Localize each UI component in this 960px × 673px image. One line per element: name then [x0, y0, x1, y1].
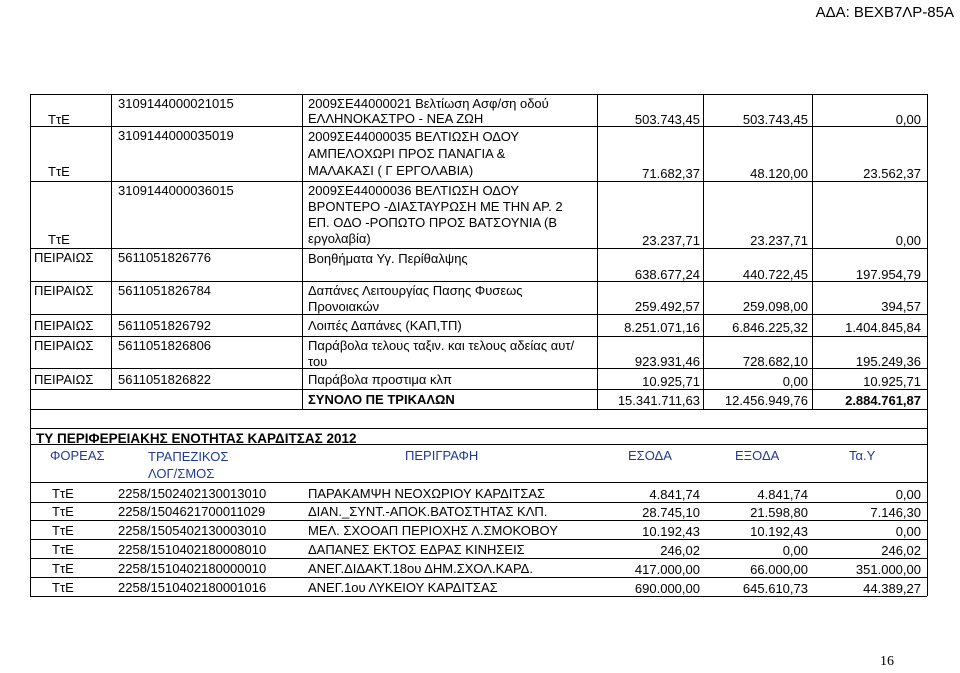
- karditsa-row-5-exoda: 66.000,00: [750, 562, 808, 577]
- trikala-row-6-ty: 1.404.845,84: [845, 320, 921, 335]
- trikala-row-6-esoda: 8.251.071,16: [624, 320, 700, 335]
- trikala-row-5-esoda: 259.492,57: [634, 299, 700, 314]
- trikala-row-5-account: 5611051826784: [118, 283, 212, 298]
- karditsa-row-5-description: ΑΝΕΓ.ΔΙΔΑΚΤ.18ου ΔΗΜ.ΣΧΟΛ.ΚΑΡΔ.: [308, 561, 533, 576]
- karditsa-row-2-esoda: 28.745,10: [642, 505, 700, 520]
- trikala-row-6-foreas: ΠΕΙΡΑΙΩΣ: [34, 318, 94, 333]
- trikala-row-1-exoda: 503.743,45: [742, 112, 808, 127]
- trikala-row-8-description: Παράβολα προστιμα κλπ: [308, 372, 452, 387]
- trikala-row-1-ty: 0,00: [895, 112, 921, 127]
- karditsa-row-2-ty: 7.146,30: [870, 505, 921, 520]
- karditsa-row-1-account: 2258/1502402130013010: [118, 486, 267, 501]
- header-foreas: ΦΟΡΕΑΣ: [50, 448, 105, 463]
- trikala-row-2-ty: 23.562,37: [863, 166, 921, 181]
- karditsa-row-1-foreas: ΤτΕ: [52, 486, 74, 501]
- trikala-row-7-ty: 195.249,36: [855, 354, 921, 369]
- trikala-row-7-exoda: 728.682,10: [742, 354, 808, 369]
- trikala-row-2-foreas: ΤτΕ: [48, 164, 70, 179]
- trikala-row-2-description: 2009ΣΕ44000035 ΒΕΛΤΙΩΣΗ ΟΔΟΥ ΑΜΠΕΛΟΧΩΡΙ ΠΡΟΣ ΠΑΝΑΓΙΑ & ΜΑΛΑΚΑΣΙ ( Γ ΕΡΓΟΛΑΒΙΑ): [308, 129, 519, 178]
- karditsa-row-1-esoda: 4.841,74: [649, 487, 700, 502]
- trikala-row-5-exoda: 259.098,00: [742, 299, 808, 314]
- karditsa-row-5-account: 2258/1510402180000010: [118, 561, 267, 576]
- karditsa-row-6-ty: 44.389,27: [863, 581, 921, 596]
- karditsa-row-4-description: ΔΑΠΑΝΕΣ ΕΚΤΟΣ ΕΔΡΑΣ ΚΙΝΗΣΕΙΣ: [308, 542, 525, 557]
- karditsa-row-5-foreas: ΤτΕ: [52, 561, 74, 576]
- trikala-row-1-foreas: ΤτΕ: [48, 112, 70, 127]
- trikala-row-1-account: 3109144000021015: [118, 96, 234, 111]
- karditsa-row-3-account: 2258/1505402130003010: [118, 523, 267, 538]
- trikala-total-exoda: 12.456.949,76: [724, 393, 808, 408]
- karditsa-row-4-esoda: 246,02: [660, 543, 700, 558]
- karditsa-row-2-description: ΔΙΑΝ._ΣΥΝΤ.-ΑΠΟΚ.ΒΑΤΟΣΤΗΤΑΣ ΚΛΠ.: [308, 504, 548, 519]
- karditsa-row-2-exoda: 21.598,80: [750, 505, 808, 520]
- karditsa-row-1-ty: 0,00: [895, 487, 921, 502]
- trikala-row-7-foreas: ΠΕΙΡΑΙΩΣ: [34, 338, 94, 353]
- trikala-row-3-exoda: 23.237,71: [750, 233, 808, 248]
- karditsa-row-6-esoda: 690.000,00: [634, 581, 700, 596]
- trikala-row-5-foreas: ΠΕΙΡΑΙΩΣ: [34, 283, 94, 298]
- trikala-row-4-exoda: 440.722,45: [742, 267, 808, 282]
- karditsa-row-3-ty: 0,00: [895, 524, 921, 539]
- trikala-row-3-ty: 0,00: [895, 233, 921, 248]
- trikala-row-5-ty: 394,57: [881, 299, 921, 314]
- trikala-row-4-foreas: ΠΕΙΡΑΙΩΣ: [34, 250, 94, 265]
- trikala-row-6-description: Λοιπές Δαπάνες (ΚΑΠ,ΤΠ): [308, 318, 462, 333]
- karditsa-row-6-description: ΑΝΕΓ.1ου ΛΥΚΕΙΟΥ ΚΑΡΔΙΤΣΑΣ: [308, 580, 498, 595]
- karditsa-row-6-account: 2258/1510402180001016: [118, 580, 267, 595]
- trikala-row-1-description: 2009ΣΕ44000021 Βελτίωση Ασφ/ση οδού ΕΛΛΗΝΟΚΑΣΤΡΟ - ΝΕΑ ΖΩΗ: [308, 96, 549, 126]
- trikala-row-3-description: 2009ΣΕ44000036 ΒΕΛΤΙΩΣΗ ΟΔΟΥ ΒΡΟΝΤΕΡΟ -ΔΙΑΣΤΑΥΡΩΣΗ ΜΕ ΤΗΝ ΑΡ. 2 ΕΠ. ΟΔΟ -ΡΟΠΩΤΟ ΠΡΟΣ ΒΑΤΣΟΥΝΙΑ (Β εργολαβία): [308, 183, 563, 246]
- trikala-row-2-exoda: 48.120,00: [750, 166, 808, 181]
- trikala-row-6-exoda: 6.846.225,32: [732, 320, 808, 335]
- karditsa-row-6-foreas: ΤτΕ: [52, 580, 74, 595]
- trikala-row-8-esoda: 10.925,71: [642, 374, 700, 389]
- trikala-row-3-foreas: ΤτΕ: [48, 232, 70, 247]
- karditsa-row-5-ty: 351.000,00: [855, 562, 921, 577]
- trikala-row-4-account: 5611051826776: [118, 250, 212, 265]
- header-ty: Τα.Υ: [849, 448, 876, 463]
- trikala-row-3-account: 3109144000036015: [118, 183, 234, 198]
- header-exoda: ΕΞΟΔΑ: [735, 448, 780, 463]
- trikala-row-7-esoda: 923.931,46: [634, 354, 700, 369]
- karditsa-row-2-foreas: ΤτΕ: [52, 504, 74, 519]
- trikala-row-7-description: Παράβολα τελους ταξιν. και τελους αδείας αυτ/του: [308, 338, 575, 369]
- trikala-row-3-esoda: 23.237,71: [642, 233, 700, 248]
- trikala-row-4-description: Βοηθήματα Υγ. Περίθαλψης: [308, 251, 468, 266]
- trikala-row-4-esoda: 638.677,24: [634, 267, 700, 282]
- karditsa-row-6-exoda: 645.610,73: [742, 581, 808, 596]
- page-number: 16: [880, 654, 894, 669]
- karditsa-row-3-exoda: 10.192,43: [750, 524, 808, 539]
- trikala-row-8-exoda: 0,00: [782, 374, 808, 389]
- trikala-row-6-account: 5611051826792: [118, 318, 212, 333]
- karditsa-row-2-account: 2258/1504621700011029: [118, 504, 266, 519]
- trikala-row-5-description: Δαπάνες Λειτουργίας Πασης Φυσεως Προνοιακών: [308, 283, 523, 314]
- trikala-row-4-ty: 197.954,79: [855, 267, 921, 282]
- trikala-row-1-esoda: 503.743,45: [634, 112, 700, 127]
- trikala-total-label: ΣΥΝΟΛΟ ΠΕ ΤΡΙΚΑΛΩΝ: [308, 392, 455, 407]
- header-esoda: ΕΣΟΔΑ: [628, 448, 672, 463]
- karditsa-row-4-account: 2258/1510402180008010: [118, 542, 267, 557]
- trikala-row-8-ty: 10.925,71: [863, 374, 921, 389]
- karditsa-row-4-ty: 246,02: [881, 543, 921, 558]
- trikala-total-esoda: 15.341.711,63: [617, 393, 700, 408]
- karditsa-title: ΤΥ ΠΕΡΙΦΕΡΕΙΑΚΗΣ ΕΝΟΤΗΤΑΣ ΚΑΡΔΙΤΣΑΣ 2012: [36, 431, 357, 446]
- karditsa-row-1-exoda: 4.841,74: [757, 487, 808, 502]
- karditsa-row-3-foreas: ΤτΕ: [52, 523, 74, 538]
- trikala-row-8-foreas: ΠΕΙΡΑΙΩΣ: [34, 372, 94, 387]
- karditsa-row-3-description: ΜΕΛ. ΣΧΟΟΑΠ ΠΕΡΙΟΧΗΣ Λ.ΣΜΟΚΟΒΟΥ: [308, 523, 558, 538]
- karditsa-row-4-exoda: 0,00: [782, 543, 808, 558]
- karditsa-row-4-foreas: ΤτΕ: [52, 542, 74, 557]
- header-description: ΠΕΡΙΓΡΑΦΗ: [405, 448, 479, 463]
- ada-code: ΑΔΑ: ΒΕΧΒ7ΛΡ-85Α: [815, 4, 954, 21]
- trikala-row-7-account: 5611051826806: [118, 338, 212, 353]
- trikala-total-ty: 2.884.761,87: [845, 393, 921, 408]
- karditsa-row-1-description: ΠΑΡΑΚΑΜΨΗ ΝΕΟΧΩΡΙΟΥ ΚΑΡΔΙΤΣΑΣ: [308, 486, 546, 501]
- trikala-row-2-esoda: 71.682,37: [642, 166, 700, 181]
- karditsa-row-3-esoda: 10.192,43: [642, 524, 700, 539]
- karditsa-row-5-esoda: 417.000,00: [634, 562, 700, 577]
- trikala-row-2-account: 3109144000035019: [118, 128, 234, 143]
- trikala-row-8-account: 5611051826822: [118, 372, 212, 387]
- header-account: ΤΡΑΠΕΖΙΚΟΣ ΛΟΓ/ΣΜΟΣ: [148, 449, 229, 481]
